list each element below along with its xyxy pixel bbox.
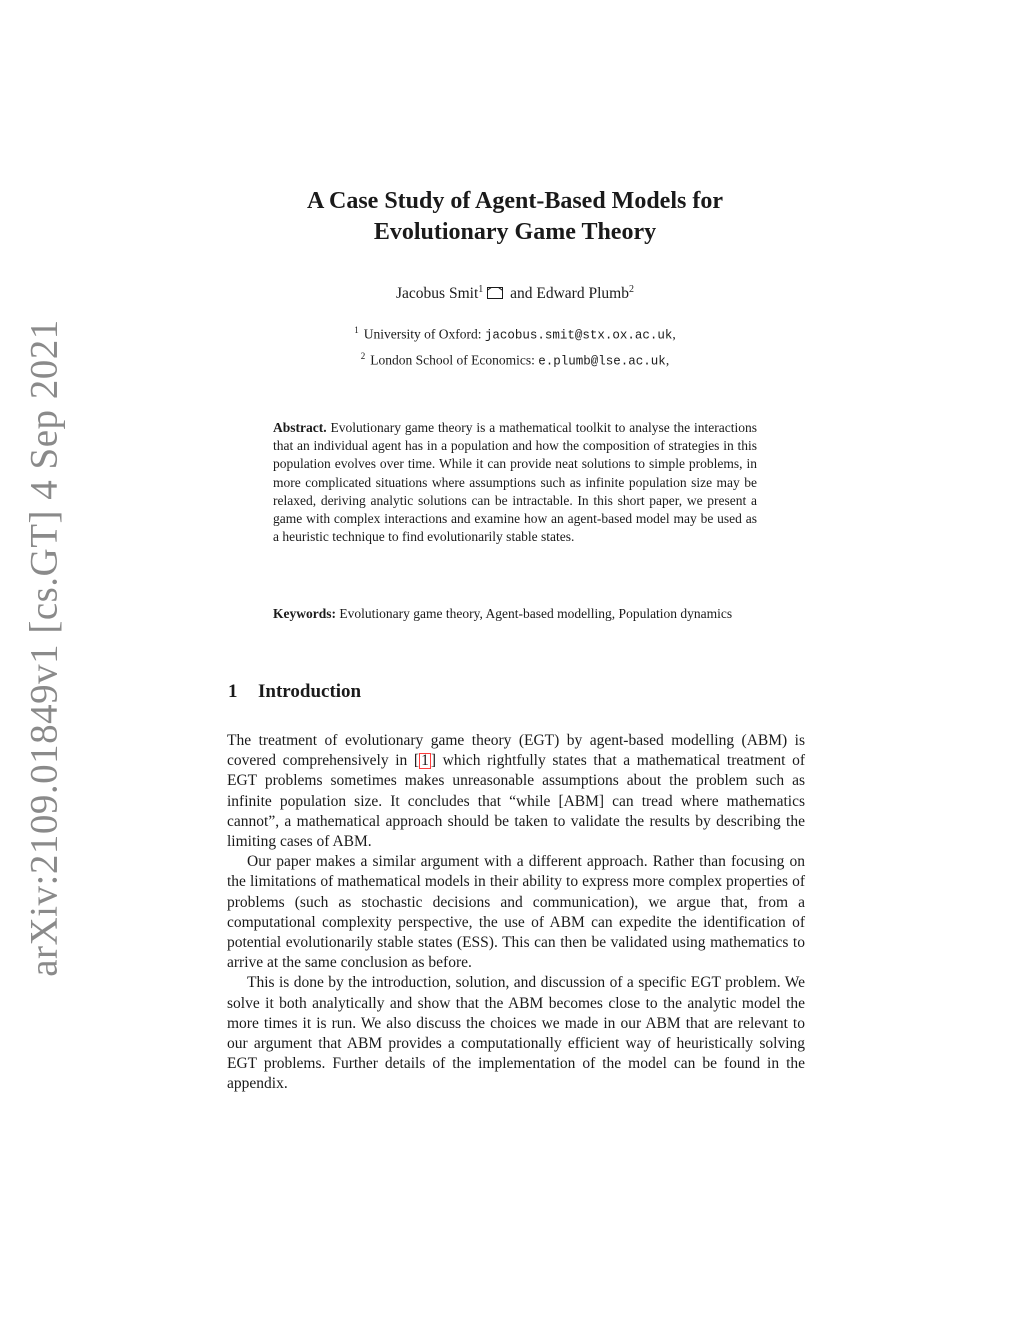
affiliation-1-num: 1 (354, 325, 359, 335)
abstract-text: Evolutionary game theory is a mathematical toolkit to analyse the interactions that an individual agent has in a population and how the composition of strategies in this population evolves over time. While it can provide neat solutions to simple problems, in more complicated situations where assumptions such as infinite population size may be relaxed, deriving analytic solutions can be intractable. In this short paper, we present a game with complex interactions and examine how an agent-based model may be used as a heuristic technique to find evolutionarily stable states. (273, 420, 758, 545)
envelope-icon[interactable] (487, 287, 503, 299)
abstract-label: Abstract. (273, 420, 327, 435)
authors (230, 284, 800, 303)
author-1-sup: 1 (478, 284, 484, 295)
author-1: Jacobus Smit (396, 285, 479, 303)
title-line-2: Evolutionary Game Theory (373, 219, 657, 245)
paragraph-1-part-a: The treatment of evolutionary game theory (EGT) by agent-based modelling (ABM) is covered comprehensively in (227, 732, 805, 770)
section-number: 1 (228, 681, 238, 702)
paragraph-1-part-b: which rightfully states that a mathematical treatment of EGT problems sometimes makes unreasonable assumptions about the problem such as infinite population size. It concludes that “while [ABM] can tread where mathematics cannot”, a mathematical approach should be taken to validate the results by describing the limiting cases of ABM. (227, 752, 805, 851)
author-2: and Edward Plumb (506, 285, 629, 303)
keywords-label: Keywords: (273, 606, 336, 621)
keywords-text: Evolutionary game theory, Agent-based modelling, Population dynamics (339, 606, 733, 621)
affiliation-2-num: 2 (360, 350, 366, 361)
paper-title (230, 186, 800, 248)
affiliation-2-email[interactable]: e.plumb@lse.ac.uk (538, 354, 666, 368)
title-line-1: A Case Study of Agent-Based Models for (306, 188, 723, 214)
citation-link[interactable]: 1 (421, 752, 429, 770)
author-2-sup: 2 (628, 284, 634, 295)
paragraph-2: Our paper makes a similar argument with a different approach. Rather than focusing on the limitations of mathematical models in their ability to express more complex properties of problems (such as stochastic decisions and communication), we argue that, from a computational complexity perspective, the use of ABM can expedite the identification of potential evolutionarily stable states (ESS). This can then be validated using mathematics to arrive at the same conclusion as before. (227, 853, 805, 972)
section-heading-introduction (228, 681, 361, 703)
affiliation-1-email[interactable]: jacobus.smit@stx.ox.ac.uk (484, 328, 673, 343)
keywords (273, 605, 757, 623)
affiliation-1-text: University of Oxford: (363, 326, 485, 342)
arxiv-sidebar-stamp (20, 318, 68, 977)
affiliation-2: $^2$ London School of Economics: e.plumb@lse.ac.uk, (360, 350, 670, 368)
paragraph-1: The treatment of evolutionary game theory (EGT) by agent-based modelling (ABM) is covered comprehensively in [ 1 ] which rightfully states that a mathematical treatment of EGT problems sometimes makes unreasonable assumptions about the problem such as infinite population size. It concludes that “while [ABM] can tread where mathematics cannot”, a mathematical approach should be taken to validate the results by describing the limiting cases of ABM. (227, 732, 805, 851)
arxiv-id: arXiv:2109.01849v1 [cs.GT] 4 Sep 2021 (22, 318, 66, 977)
section-title: Introduction (258, 681, 362, 702)
paragraph-3: This is done by the introduction, solution, and discussion of a specific EGT problem. We solve it both analytically and show that the ABM becomes close to the analytic model the more times it is run. We also discuss the choices we made in our ABM that are relevant to our argument that ABM provides a computationally efficient way of heuristically solving EGT problems. Further details of the implementation of the model can be found in the appendix. (227, 974, 805, 1093)
body-text (227, 731, 805, 1095)
affiliations (230, 320, 800, 371)
affiliation-2-text: London School of Economics: (370, 352, 539, 367)
affiliation-1: $^1$ University of Oxford: jacobus.smit@stx.ox.ac.uk, (354, 325, 676, 343)
abstract (273, 419, 757, 546)
